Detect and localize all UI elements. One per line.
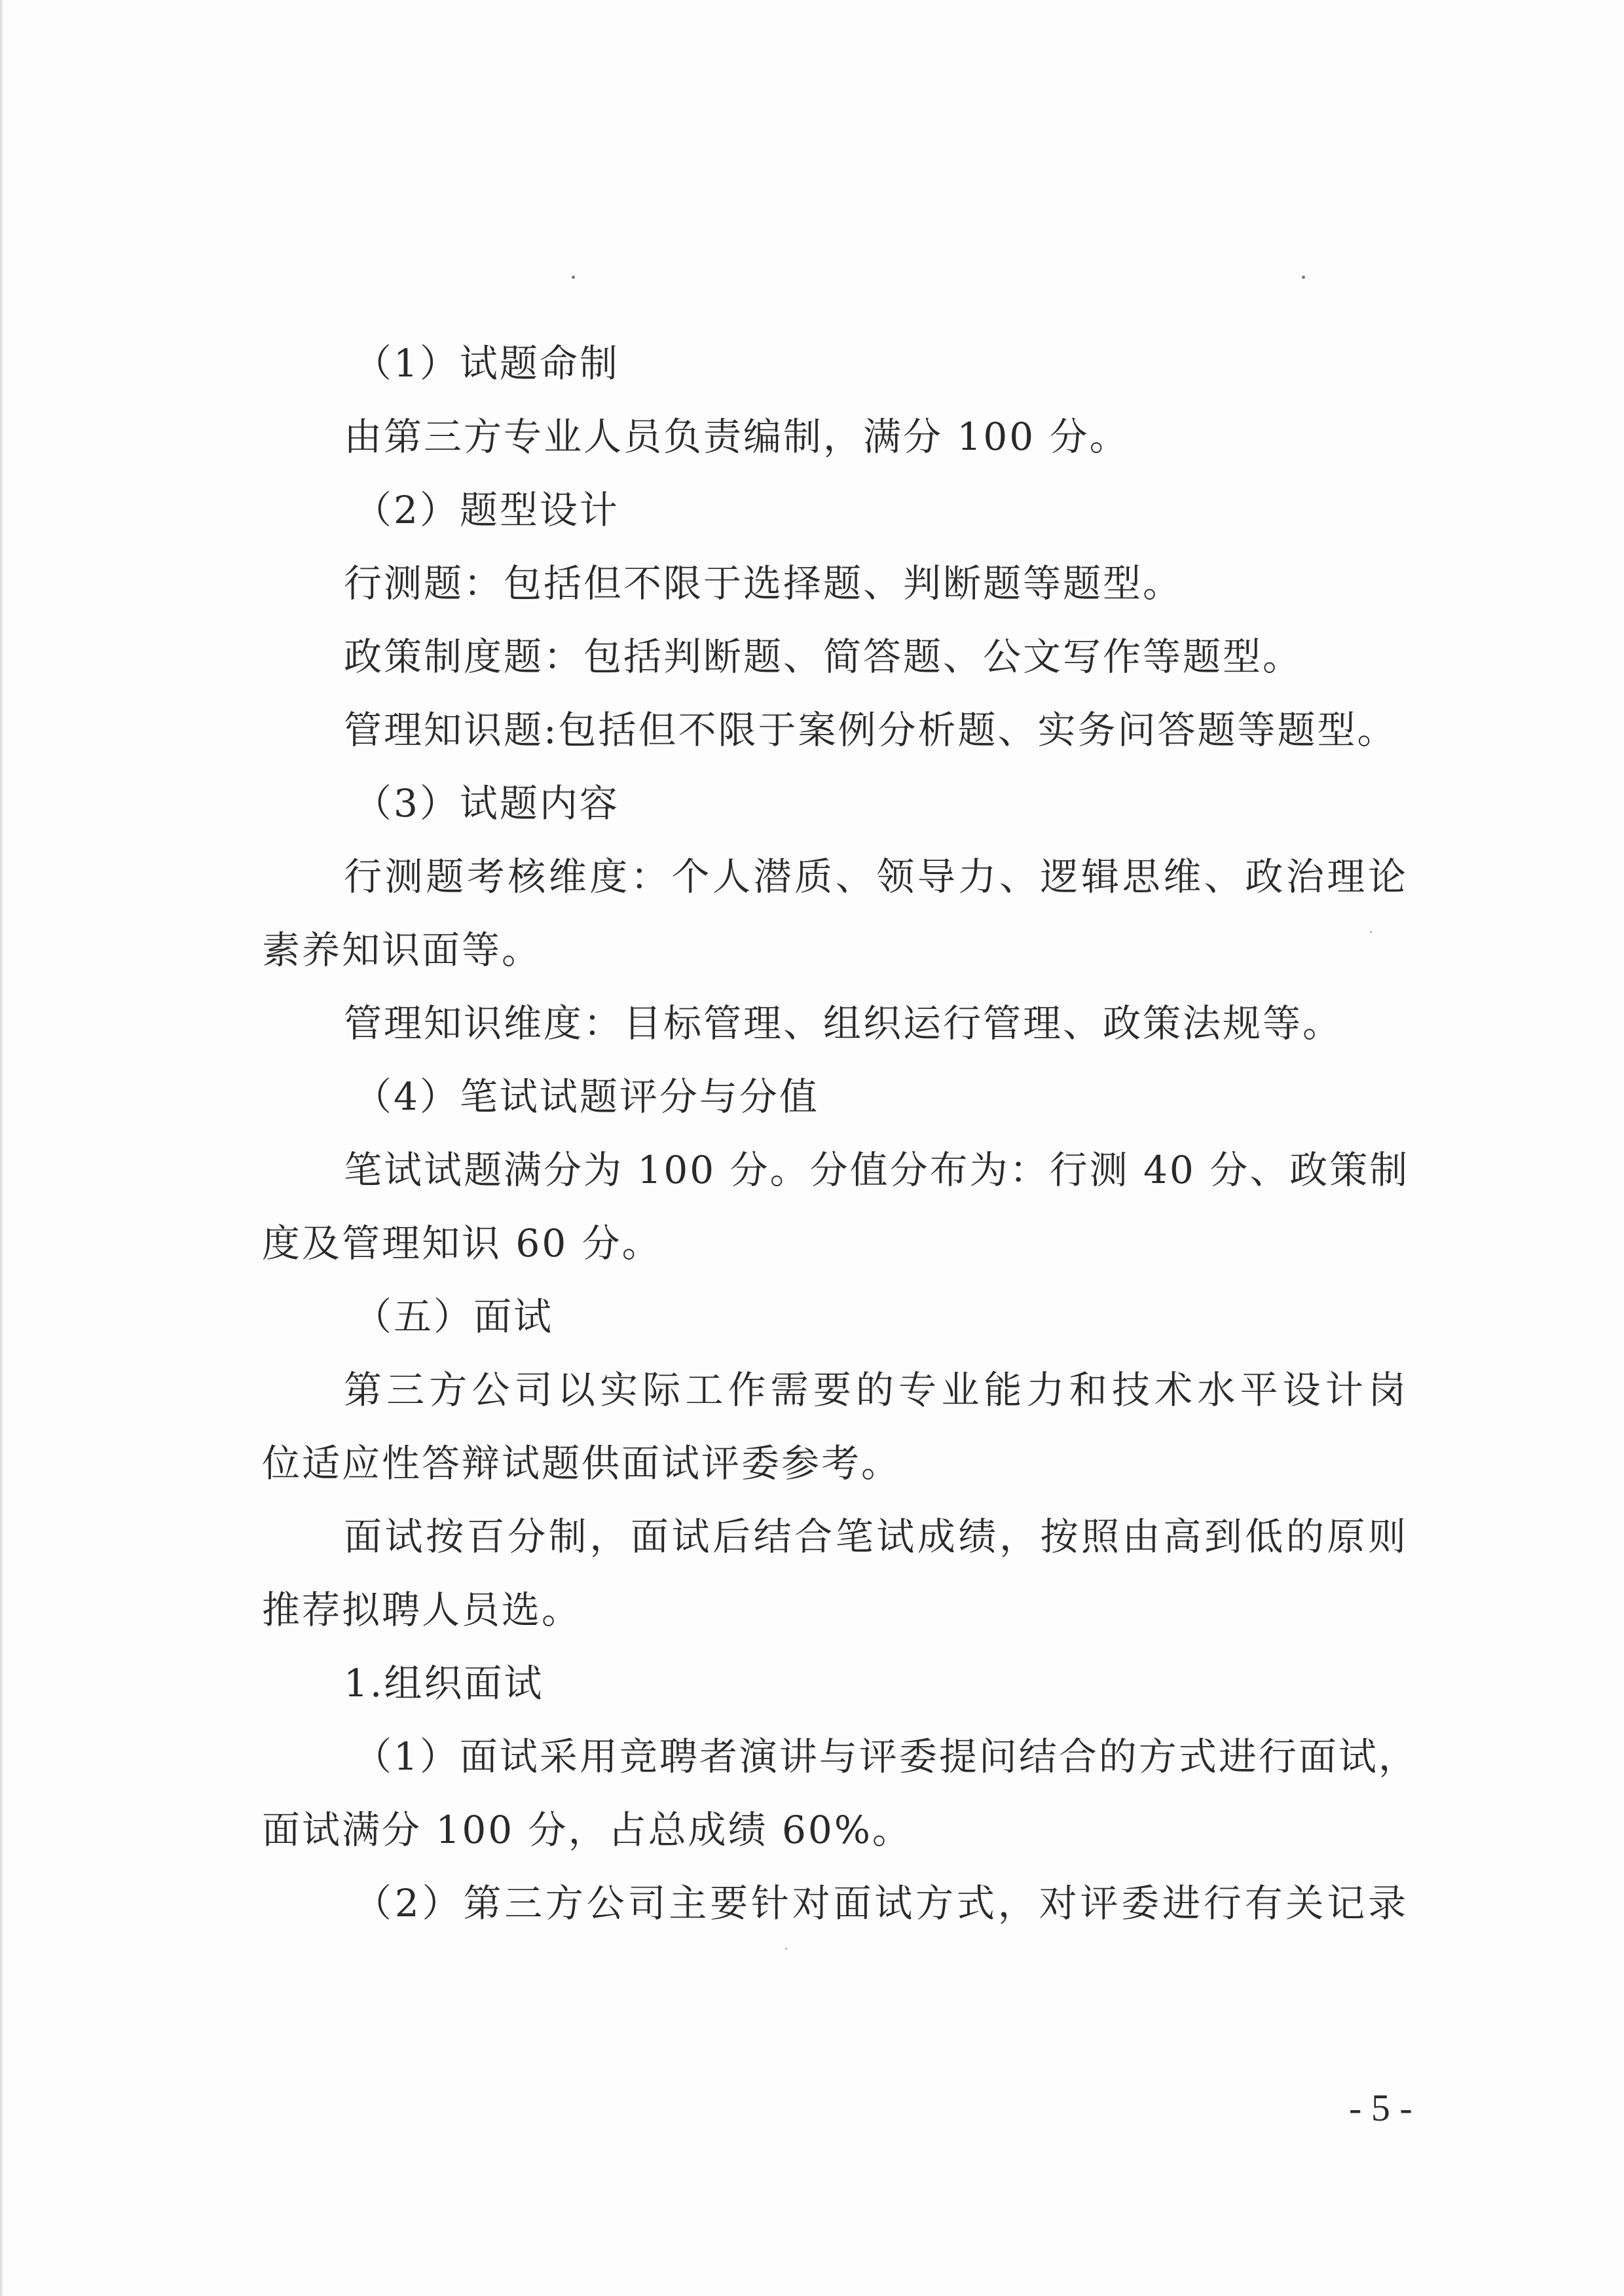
section-heading-5: （五）面试	[354, 1294, 554, 1339]
paragraph-line: 第三方公司以实际工作需要的专业能力和技术水平设计岗	[344, 1368, 1408, 1412]
paragraph-line: 笔试试题满分为 100 分。分值分布为：行测 40 分、政策制	[344, 1148, 1410, 1192]
paragraph-line: 行测题考核维度：个人潜质、领导力、逻辑思维、政治理论	[344, 854, 1408, 899]
paragraph-line: 素养知识面等。	[262, 928, 542, 972]
paragraph-line: 位适应性答辩试题供面试评委参考。	[262, 1441, 902, 1485]
item-heading: 1.组织面试	[344, 1661, 544, 1705]
subsection-heading-2: （2）题型设计	[354, 488, 619, 532]
paragraph-line: 面试满分 100 分，占总成绩 60%。	[262, 1808, 912, 1852]
paragraph-line: （1）面试采用竞聘者演讲与评委提问结合的方式进行面试，	[354, 1734, 1418, 1779]
scan-speck	[1370, 931, 1372, 933]
scan-speck	[785, 1948, 787, 1950]
paragraph-line: （2）第三方公司主要针对面试方式，对评委进行有关记录	[354, 1881, 1408, 1925]
paragraph-line: 行测题：包括但不限于选择题、判断题等题型。	[344, 561, 1183, 606]
subsection-heading-1: （1）试题命制	[354, 341, 619, 386]
paragraph-line: 管理知识维度：目标管理、组织运行管理、政策法规等。	[344, 1001, 1343, 1046]
scan-speck	[1302, 276, 1305, 279]
paragraph-line: 政策制度题：包括判断题、简答题、公文写作等题型。	[344, 634, 1303, 679]
paragraph-line: 度及管理知识 60 分。	[262, 1221, 662, 1266]
paragraph-line: 管理知识题:包括但不限于案例分析题、实务问答题等题型。	[344, 708, 1397, 752]
paragraph-line: 由第三方专业人员负责编制，满分 100 分。	[344, 414, 1130, 459]
subsection-heading-3: （3）试题内容	[354, 781, 619, 826]
paragraph-line: 面试按百分制，面试后结合笔试成绩，按照由高到低的原则	[344, 1514, 1408, 1559]
paragraph-line: 推荐拟聘人员选。	[262, 1588, 582, 1632]
scan-speck	[572, 276, 575, 279]
subsection-heading-4: （4）笔试试题评分与分值	[354, 1074, 819, 1119]
scan-edge-shadow	[0, 0, 4, 2296]
page-number: - 5 -	[1349, 2086, 1412, 2129]
